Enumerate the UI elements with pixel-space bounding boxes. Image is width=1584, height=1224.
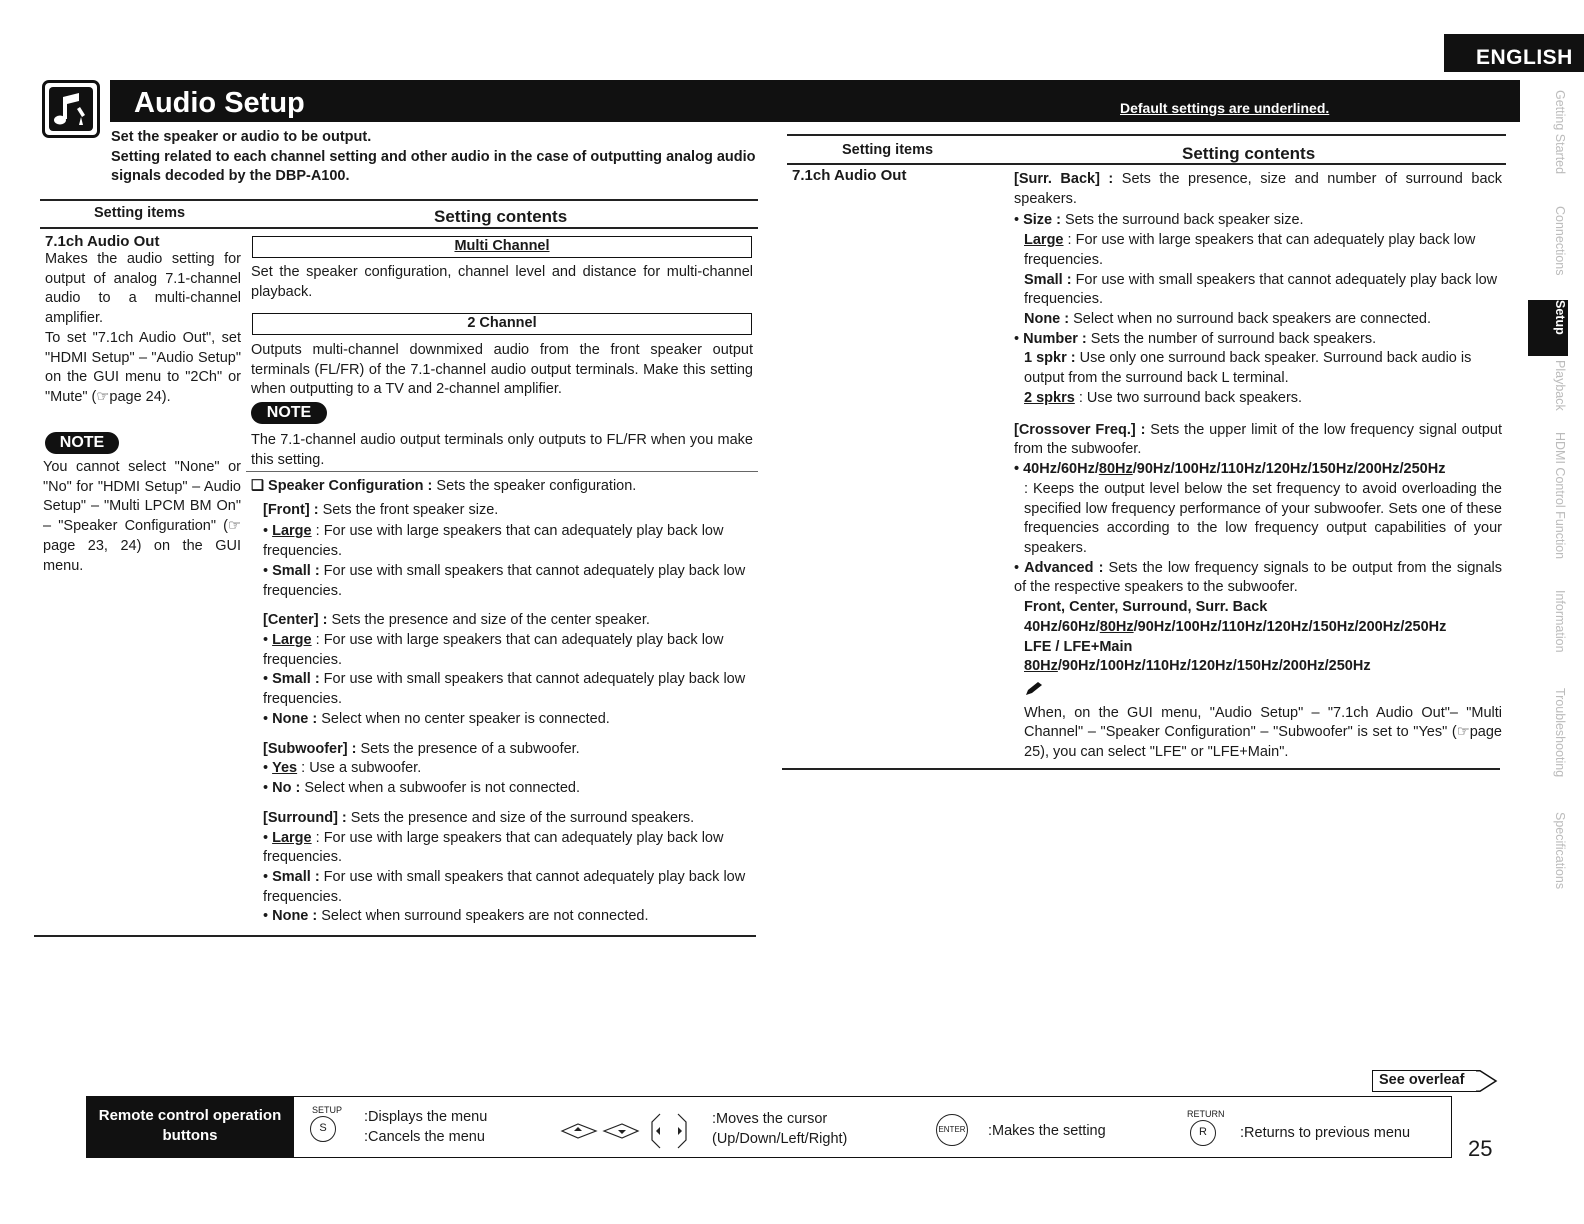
front-large-desc: : For use with large speakers that can adequately play back low frequencies. — [263, 523, 724, 560]
adv-front-default: 80Hz — [1099, 618, 1134, 635]
left-item-desc-2: To set "7.1ch Audio Out", set "HDMI Setup" – "Audio Setup" on the GUI menu to "2Ch" or "Mute" (☞page 24). — [45, 329, 241, 406]
surround-desc: Sets the presence and size of the surround speakers. — [346, 809, 695, 826]
number-label: Number : — [1023, 330, 1087, 347]
multi-channel-desc: Set the speaker configuration, channel level and distance for multi-channel playback. — [251, 264, 753, 300]
number-desc: Sets the number of surround back speakers. — [1086, 330, 1377, 347]
mid-note-badge: NOTE — [251, 402, 327, 424]
size-small-label: Small : — [1024, 271, 1072, 288]
size-large-label: Large — [1024, 232, 1064, 249]
right-table-header-rule — [787, 163, 1506, 165]
surr-back-label: [Surr. Back] : — [1014, 171, 1114, 187]
freq-desc: : Keeps the output level below the set frequency to avoid overloading the specified low frequency performance of your subwoofer. Sets one of these frequencies according to the low frequency output capabilities of your speakers. — [1024, 480, 1502, 556]
surround-none-desc: Select when surround speakers are not connected. — [317, 908, 649, 925]
left-item-desc-1: Makes the audio setting for output of analog 7.1-channel audio to a multi-channel amplifier. — [45, 251, 241, 327]
setup-desc — [364, 1108, 487, 1147]
surround-large-label: Large — [272, 829, 312, 846]
right-table-top-rule — [787, 134, 1506, 136]
two-channel-desc: Outputs multi-channel downmixed audio from the front speaker output terminals (FL/FR) of the 7.1-channel audio output terminals. Make this setting when outputting to a TV and 2-channel amplifier. — [251, 342, 753, 398]
one-spkr-label: 1 spkr : — [1024, 350, 1076, 367]
size-small-desc: For use with small speakers that cannot adequately play back low frequencies. — [1024, 271, 1498, 308]
left-note-text: You cannot select "None" or "No" for "HDMI Setup" – Audio Setup" – "Multi LPCM BM On" – "Speaker Configuration" (☞page 23, 24) on the GUI menu. — [43, 459, 241, 574]
left-table-header-rule — [40, 227, 758, 229]
center-small-desc: For use with small speakers that cannot adequately play back low frequencies. — [263, 671, 746, 708]
front-small-label: Small : — [272, 562, 320, 579]
one-spkr-desc: Use only one surround back speaker. Surround back audio is output from the surround back L terminal. — [1024, 350, 1472, 387]
speaker-config-label: ❑ Speaker Configuration : — [251, 478, 433, 494]
front-label: [Front] : — [263, 501, 319, 518]
left-item-desc — [45, 250, 241, 408]
see-overleaf[interactable]: See overleaf — [1372, 1070, 1478, 1092]
surround-small-label: Small : — [272, 868, 320, 885]
side-nav-hdmi-control[interactable]: HDMI Control Function — [1553, 432, 1567, 560]
cursor-desc — [712, 1110, 847, 1149]
crossover-label: [Crossover Freq.] : — [1014, 421, 1146, 438]
page-title: Audio Setup — [134, 87, 305, 119]
adv-front-prefix: 40Hz/60Hz/ — [1024, 618, 1100, 635]
freq-default: 80Hz — [1098, 461, 1133, 478]
side-nav-information[interactable]: Information — [1553, 590, 1567, 653]
center-large-label: Large — [272, 632, 312, 649]
return-caption: RETURN — [1187, 1109, 1225, 1119]
surround-large-desc: : For use with large speakers that can adequately play back low frequencies. — [263, 829, 724, 866]
crossover-desc: Sets the upper limit of the low frequency signal output from the subwoofer. — [1014, 421, 1502, 458]
audio-setup-icon — [42, 80, 100, 138]
adv-front-options — [1014, 618, 1502, 638]
memo-text: When, on the GUI menu, "Audio Setup" – "7.1ch Audio Out"– "Multi Channel" – "Speaker Configuration" – "Subwoofer" is set to "Yes" (☞page 25), you can select "LFE" or "LFE+Main". — [1024, 704, 1502, 761]
size-large-desc: : For use with large speakers that can adequately play back low frequencies. — [1024, 232, 1476, 268]
subwoofer-yes-desc: : Use a subwoofer. — [297, 760, 422, 777]
right-col-header-contents: Setting contents — [1182, 144, 1316, 163]
side-nav-specifications[interactable]: Specifications — [1553, 812, 1567, 890]
see-overleaf-arrow-icon — [1476, 1070, 1498, 1092]
adv-lfe-default: 80Hz — [1024, 658, 1058, 675]
remote-label-line1: Remote control operation — [98, 1107, 282, 1124]
side-nav-connections[interactable]: Connections — [1553, 206, 1567, 276]
defaults-note: Default settings are underlined. — [1120, 100, 1330, 116]
page-number: 25 — [1468, 1136, 1493, 1161]
center-small-label: Small : — [272, 671, 320, 688]
memo-pencil-icon — [1014, 681, 1502, 704]
side-nav-playback[interactable]: Playback — [1553, 360, 1567, 411]
remote-control-label — [86, 1096, 294, 1158]
adv-front-label: Front, Center, Surround, Surr. Back — [1024, 599, 1268, 616]
center-large-desc: : For use with large speakers that can adequately play back low frequencies. — [263, 632, 724, 668]
left-note-badge: NOTE — [45, 432, 119, 454]
front-small-desc: For use with small speakers that cannot adequately play back low frequencies. — [263, 562, 746, 599]
center-none-desc: Select when no center speaker is connected. — [317, 710, 610, 727]
mid-divider — [246, 471, 758, 472]
size-none-label: None : — [1024, 311, 1070, 328]
enter-desc: :Makes the setting — [988, 1123, 1106, 1139]
front-desc: Sets the front speaker size. — [318, 501, 499, 518]
center-label: [Center] : — [263, 612, 328, 629]
setup-desc-1: :Displays the menu — [364, 1109, 488, 1125]
adv-front-suffix: /90Hz/100Hz/110Hz/120Hz/150Hz/200Hz/250Hz — [1133, 618, 1447, 635]
subwoofer-no-desc: Select when a subwoofer is not connected. — [300, 780, 580, 797]
subwoofer-no-label: No : — [272, 780, 301, 797]
advanced-label: Advanced : — [1024, 559, 1104, 576]
surr-back-desc: Sets the presence, size and number of surround back speakers. — [1014, 171, 1503, 207]
setup-caption: SETUP — [312, 1105, 343, 1115]
surround-small-desc: For use with small speakers that cannot adequately play back low frequencies. — [263, 868, 746, 905]
left-table-bottom-rule — [34, 935, 756, 937]
size-none-desc: Select when no surround back speakers are connected. — [1069, 311, 1432, 328]
enter-button-icon: ENTER — [936, 1114, 968, 1146]
adv-lfe-suffix: /90Hz/100Hz/110Hz/120Hz/150Hz/200Hz/250Hz — [1057, 658, 1371, 675]
multi-channel-title-text: Multi Channel — [454, 238, 550, 254]
left-col-header-items: Setting items — [94, 205, 186, 221]
side-nav-getting-started[interactable]: Getting Started — [1553, 90, 1567, 175]
left-table-top-rule — [40, 199, 758, 201]
subwoofer-desc: Sets the presence of a subwoofer. — [356, 740, 580, 757]
intro-line2: Setting related to each channel setting and other audio in the case of outputting analog audio signals decoded by the DBP-A100. — [111, 148, 756, 185]
speaker-configuration-section: ❑ Speaker Configuration : Sets the speaker configuration. [Front] : Sets the front speaker size. • Large : For use with large speakers that can adequately play back low frequencies. • Small : For use with small speakers that cannot adequately play back low frequencies. [Center] : Sets the presence and size of the center speaker. • Large : For use with large speakers that can adequately play back low frequencies. • Small : For use with small speakers that cannot adequately play back low frequencies. • None : Select when no center speaker is connected. [Subwoofer] : Sets the presence of a subwoofer. • Yes : Use a subwoofer. • No : Select when a subwoofer is not connected. [Surround] : Sets the presence and size of the surround speakers. • Large : For use with large speakers that can adequately play back low frequencies. • Small : For use with small speakers that cannot adequately play back low frequencies. • None : Select when surround speakers are not connected. — [251, 478, 746, 925]
intro-text — [111, 128, 771, 187]
freq-suffix: /90Hz/100Hz/110Hz/120Hz/150Hz/200Hz/250Hz — [1132, 461, 1446, 478]
return-button-icon: R — [1190, 1120, 1216, 1146]
mid-note-text: The 7.1-channel audio output terminals only outputs to FL/FR when you make this setting. — [251, 432, 753, 468]
front-large-label: Large — [272, 523, 312, 540]
intro-line1: Set the speaker or audio to be output. — [111, 129, 372, 145]
surround-none-label: None : — [272, 908, 318, 925]
multi-channel-title — [252, 236, 752, 258]
freq-prefix: 40Hz/60Hz/ — [1023, 461, 1099, 478]
size-desc: Sets the surround back speaker size. — [1060, 212, 1304, 229]
remote-label-line2: buttons — [162, 1126, 218, 1144]
size-label: Size : — [1023, 212, 1061, 229]
right-item-title: 7.1ch Audio Out — [792, 167, 907, 184]
advanced-desc: Sets the low frequency signals to be output from the signals of the respective speakers to the subwoofer. — [1014, 559, 1502, 596]
setup-desc-2: :Cancels the menu — [364, 1128, 485, 1145]
freq-options: • 40Hz/60Hz/80Hz/90Hz/100Hz/110Hz/120Hz/150Hz/200Hz/250Hz — [1014, 461, 1446, 478]
left-col-header-contents: Setting contents — [434, 207, 568, 226]
cursor-buttons-icon — [560, 1112, 692, 1150]
two-channel-title: 2 Channel — [252, 313, 752, 335]
language-tab: ENGLISH — [1444, 34, 1584, 72]
subwoofer-yes-label: Yes — [272, 760, 298, 777]
right-contents: [Surr. Back] : Sets the presence, size and number of surround back speakers. • Size : Sets the surround back speaker size. Large : For use with large speakers that can adequately play back low frequencies. Small : For use with small speakers that cannot adequately play back low frequencies. None : Select when no surround back speakers are connected. • Number : Sets the number of surround back speakers. 1 spkr : Use only one surround back speaker. Surround back audio is output from the surround back L terminal. 2 spkrs : Use two surround back speakers. [Crossover Freq.] : Sets the upper limit of the low frequency signal output from the subwoofer. • 40Hz/60Hz/80Hz/90Hz/100Hz/110Hz/120Hz/150Hz/200Hz/250Hz : Keeps the output level below the set frequency to avoid overloading the specified low frequency performance of your subwoofer. Sets one of these frequencies according to the low frequency output capabilities of your speakers. • Advanced : Sets the low frequency signals to be output from the signals of the respective speakers to the subwoofer. Front, Center, Surround, Surr. Back 40Hz/60Hz/80Hz/90Hz/100Hz/110Hz/120Hz/150Hz/200Hz/250Hz LFE / LFE+Main 80Hz/90Hz/100Hz/110Hz/120Hz/150Hz/200Hz/250Hz When, on the GUI menu, "Audio Setup" – "7.1ch Audio Out"– "Multi Channel" – "Speaker Configuration" – "Subwoofer" is set to "Yes" (☞page 25), you can select "LFE" or "LFE+Main". — [1014, 170, 1502, 763]
two-spkrs-desc: : Use two surround back speakers. — [1074, 389, 1303, 406]
speaker-config-desc: Sets the speaker configuration. — [432, 478, 637, 494]
adv-lfe-label: LFE / LFE+Main — [1024, 638, 1133, 655]
cursor-desc-1: :Moves the cursor — [712, 1111, 828, 1127]
side-nav-setup[interactable]: Setup — [1528, 300, 1568, 356]
right-col-header-items: Setting items — [842, 142, 934, 158]
left-item-title: 7.1ch Audio Out — [45, 233, 160, 250]
subwoofer-label: [Subwoofer] : — [263, 740, 357, 757]
return-desc: :Returns to previous menu — [1240, 1125, 1411, 1141]
surround-label: [Surround] : — [263, 809, 347, 826]
two-spkrs-label: 2 spkrs — [1024, 389, 1075, 406]
adv-lfe-options — [1014, 657, 1502, 677]
cursor-desc-2: (Up/Down/Left/Right) — [712, 1130, 848, 1147]
right-table-bottom-rule — [782, 768, 1500, 770]
center-desc: Sets the presence and size of the center speaker. — [327, 612, 650, 629]
side-nav-troubleshooting[interactable]: Troubleshooting — [1553, 688, 1567, 778]
center-none-label: None : — [272, 710, 318, 727]
setup-button-icon: S — [310, 1116, 336, 1142]
